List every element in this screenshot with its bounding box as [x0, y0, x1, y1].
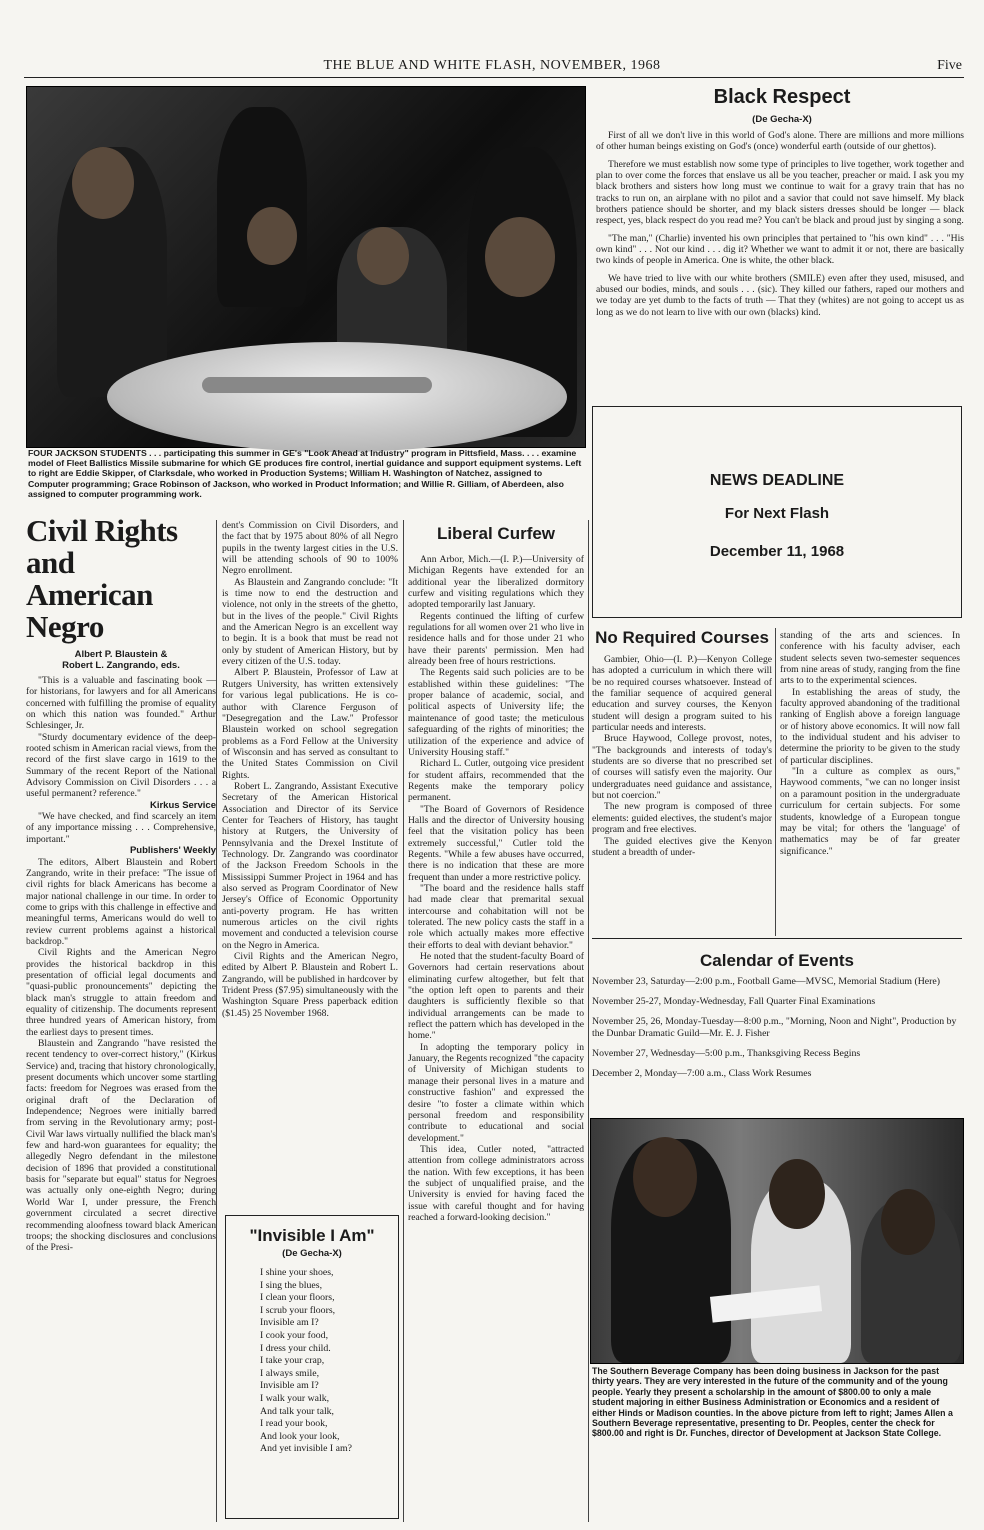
civil-rights-title-line1: Civil Rights and — [26, 513, 178, 580]
photo-caption: FOUR JACKSON STUDENTS . . . participating this summer in GE's "Look Ahead at Industry" program in Pittsfield, Mass. . . . examine model of Fleet Ballistics Missile submarine for which GE produces fire control, inertial guidance and support equipment systems. Left to right are Eddie Skipper, of Clarksdale, who worked in Production Systems; William H. Washington of Natchez, assigned to Computer programming; Grace Robinson of Jackson, who worked in Product Information; and Willie R. Gilliam, of Aberdeen, also assigned to computer programming work. — [28, 448, 582, 499]
deadline-date: December 11, 1968 — [709, 543, 845, 560]
photo-figure — [217, 107, 307, 307]
deadline-heading: NEWS DEADLINE — [709, 472, 845, 489]
paragraph: This idea, Cutler noted, "attracted attention from college administrators across the nation. With few exceptions, it has been the subject of unqualified praise, and the University is envied for having faced the issue with careful thought and for having reached a forward-looking decision." — [408, 1143, 584, 1223]
poem-line: I read your book, — [260, 1418, 328, 1430]
no-required-courses-title: No Required Courses — [595, 628, 769, 647]
calendar-title: Calendar of Events — [700, 951, 854, 970]
paragraph: Civil Rights and the American Negro provides the historical backdrop in this presentation of official legal documents and "quasi-public pronouncements" depicting the black man's struggle to attain freedom and equality of citizenship. The documents represent three hundred years of American history, from the earliest days to present times. — [26, 947, 216, 1038]
paragraph: As Blaustein and Zangrando conclude: "It is time now to end the destruction and violence, not only in the streets of the ghetto, but in the lives of the people." Civil Rights and the American Negro is an excellent way to begin. It is a book that must be read not only by student of American History, but by every citizen of the U.S. today. — [222, 576, 398, 668]
liberal-curfew-title: Liberal Curfew — [436, 524, 556, 543]
paragraph: Gambier, Ohio—(I. P.)—Kenyon College has adopted a curriculum in which there will be no required courses whatsoever. Instead of the familiar sequence of acquired general education and survey courses, the Kenyon student will design a program suited to his particular needs and interests. — [592, 654, 772, 734]
paragraph: Albert P. Blaustein, Professor of Law at Rutgers University, has written extensively for various legal publications. He is co-author with Clarence Ferguson of "Desegregation and the Law." Professor Blaustein worked on school segregation problems as a Ford Fellow at the University of Wisconsin and has served as consultant to the United States Commission on Civil Rights. — [222, 667, 398, 781]
poem-line: I dress your child. — [260, 1342, 331, 1354]
civil-rights-editors-line1: Albert P. Blaustein & — [74, 649, 168, 660]
paragraph: Robert L. Zangrando, Assistant Executive Secretary of the American Historical Association and Director of its Service Center for Teachers of History, has taught history at Rutgers, the University of Pennsylvania and the Drexel Institute of Technology. Dr. Zangrando was coordinator of the Jackson Freedom Schools in the Mississippi Summer Project in 1964 and has also served as Program Coordinator of New Jersey's Office of Economic Opportunity anti-poverty program. He has written numerous articles on the civil rights movement and conducted a television course on the Negro in America. — [222, 780, 398, 951]
paragraph: Bruce Haywood, College provost, notes, "The backgrounds and interests of today's students are so diverse that no prescribed set of courses will satisfy even the majority. Our undergraduates need guidance and assistance, but not coercion." — [592, 733, 772, 802]
liberal-curfew-article — [408, 520, 584, 1223]
paragraph: In adopting the temporary policy in January, the Regents recognized "the capacity of University of Michigan students to manage their personal lives in a mature and constructive fashion" and expressed the desire "to foster a climate within which personal freedom and responsibility contribute to educational and social development." — [408, 1041, 584, 1144]
poem-line: And look your look, — [260, 1430, 340, 1442]
poem-line: Invisible am I? — [260, 1317, 319, 1329]
paragraph: Civil Rights and the American Negro, edited by Albert P. Blaustein and Robert L. Zangrando, will be published in hardcover by Trident Press ($7.95) simultaneously with the Washington Square Press paperback edition ($1.45) 25 November 1968. — [222, 951, 398, 1019]
paragraph: "The Board of Governors of Residence Halls and the director of University housing feel that the visitation policy has been extremely successful," Cutler told the Regents. "While a few abuses have occurred, there is no indication that these are more frequent than under a more restrictive policy. — [408, 803, 584, 883]
photo-face — [633, 1137, 697, 1217]
calendar-events — [592, 976, 960, 1080]
poem-line: I take your crap, — [260, 1355, 325, 1367]
paragraph: Richard L. Cutler, outgoing vice president for student affairs, recommended that the Regents make the temporary policy permanent. — [408, 758, 584, 804]
paragraph: First of all we don't live in this world of God's alone. There are millions and more millions of other human beings existing on God's (once) wonderful earth (outside of our ghettos). — [596, 130, 964, 153]
poem-line: I clean your floors, — [260, 1292, 335, 1304]
civil-rights-article — [26, 515, 216, 1254]
paragraph: "The man," (Charlie) invented his own principles that pertained to "his own kind" . . . "His own kind" . . . Not our kind . . . dig it? Whether we want to admit it or not, there are basically two kinds of people in America. One is white, the other black. — [596, 232, 964, 267]
paragraph: Therefore we must establish now some type of principles to live together, work together and plan to over come the forces that enslave us all be you teacher, preacher or maid. I ask you my black brothers and sisters how long must we continue to wait for a gravy train that has no tracks to run on, an airplane with no pilot and a savior that could not save himself. My black brothers patience should be shorter, and my black sisters dresses should be longer — black respect, yes, black respect do you read me? You can't be black and proud just by singing a song. — [596, 158, 964, 227]
paragraph: In establishing the areas of study, the faculty approved abandoning of the traditional ranking of English above a foreign language or of history above economics. It will now fall to the individual student and his adviser to determine the priority to be given to the study of particular disciplines. — [780, 686, 960, 766]
column-rule — [216, 520, 217, 1522]
photo-face — [357, 227, 409, 285]
masthead-rule — [24, 77, 964, 78]
poem-line: Invisible am I? — [260, 1380, 319, 1392]
paragraph: The guided electives give the Kenyon student a breadth of under- — [592, 835, 772, 858]
page-number: Five — [937, 58, 962, 73]
news-deadline-box — [592, 406, 962, 618]
poem-box — [225, 1215, 399, 1519]
civil-rights-editors-line2: Robert L. Zangrando, eds. — [62, 660, 180, 671]
poem-title: "Invisible I Am" — [249, 1226, 375, 1245]
photo-face — [769, 1159, 825, 1229]
calendar-event: November 25, 26, Monday-Tuesday—8:00 p.m., "Morning, Noon and Night", Production by the Dunbar Dramatic Guild—Mr. E. J. Fisher — [592, 1016, 957, 1039]
paragraph: The new program is composed of three elements: guided electives, the student's major program and free electives. — [592, 801, 772, 836]
deadline-subheading: For Next Flash — [724, 505, 830, 522]
paragraph: dent's Commission on Civil Disorders, and the fact that by 1975 about 80% of all Negro pupils in the twenty largest cities in the U.S. will be attending schools of 90 to 100% Negro enrollment. — [222, 520, 398, 577]
column-rule — [588, 520, 589, 1522]
calendar-event: November 23, Saturday—2:00 p.m., Football Game—MVSC, Memorial Stadium (Here) — [592, 976, 941, 987]
submarine-model-icon — [202, 377, 432, 393]
civil-rights-continued — [222, 520, 398, 1019]
poem-line: And yet invisible I am? — [260, 1443, 352, 1455]
calendar-event: November 27, Wednesday—5:00 p.m., Thanksgiving Recess Begins — [592, 1048, 861, 1059]
black-respect-title: Black Respect — [713, 86, 851, 108]
credit: Publishers' Weekly — [129, 845, 216, 857]
calendar-event: December 2, Monday—7:00 a.m., Class Work Resumes — [592, 1068, 812, 1079]
photo-face — [72, 147, 134, 219]
paragraph: "The board and the residence halls staff had made clear that premarital sexual intercourse and cohabitation will not be tolerated. The new policy casts the staff in a role which actually makes more effective their efforts to deal with deviant behavior." — [408, 882, 584, 951]
calendar-event: November 25-27, Monday-Wednesday, Fall Quarter Final Examinations — [592, 996, 876, 1007]
no-required-courses-col2 — [780, 630, 960, 857]
column-rule — [775, 628, 776, 936]
paragraph: The editors, Albert Blaustein and Robert Zangrando, write in their preface: "The issue of civil rights for black Americans has become a major national challenge in our time. In order to come to grips with this challenge in effective and meaningful terms, Americans would do well to review current problems against a historical backdrop." — [26, 856, 216, 947]
poem-lines — [260, 1267, 398, 1456]
civil-rights-title-line2: American Negro — [26, 577, 153, 644]
poem-line: I always smile, — [260, 1367, 320, 1379]
paragraph: Ann Arbor, Mich.—(I. P.)—University of Michigan Regents have extended for an additional year the liberalized dormitory curfew and visiting regulations which they adopted temporarily last January. — [408, 554, 584, 611]
paragraph: He noted that the student-faculty Board of Governors had certain reservations about eliminating curfew altogether, but felt that "the option left open to parents and their daughters is sufficiently flexible so that individual arrangements can be made to reflect the pattern which has developed in the home." — [408, 951, 584, 1042]
paragraph: Regents continued the lifting of curfew regulations for all women over 21 who live in residence halls and for those under 21 who have their parents' permission. Men had already been free of hours restrictions. — [408, 610, 584, 668]
black-respect-article — [596, 130, 964, 318]
poem-line: I walk your walk, — [260, 1392, 330, 1404]
photo-table — [107, 342, 567, 452]
no-required-courses-col1 — [592, 654, 772, 858]
credit: Kirkus Service — [149, 799, 216, 811]
paragraph: Blaustein and Zangrando "have resisted the recent tendency to over-correct history," (Kirkus Service) and, tracing that history chronologically, present documents which uncover some startling facts: freedom for Negroes was erased from the original draft of the Declaration of Independence; Negroes were initially barred from serving in the Revolutionary army; post-Civil War laws virtually nullified the black man's few and hard-won guarantees for equality; the allegedly Negro defendant in the milestone decision of 1896 that provided a constitutional basis for "separate but equal" status for Negroes was actually only one-eighth Negro; during World War I, under pressure, the French government circulated a secret directive recommending aloofness toward black American troops; the shocking disclosures and conclusions of the Presi- — [26, 1038, 216, 1254]
section-rule — [592, 938, 962, 939]
poem-byline: (De Gecha-X) — [282, 1248, 342, 1259]
poem-line: And talk your talk, — [260, 1405, 335, 1417]
paragraph: "In a culture as complex as ours," Haywood comments, "we can no longer insist on a paramount position in the undergraduate curriculum for certain subjects. For some students, knowledge of a European tongue may be vital; for others the 'language' of mathematics may be of far greater significance." — [780, 766, 960, 857]
paragraph: standing of the arts and sciences. In conference with his faculty adviser, each student selects seven two-semester sequences from nine areas of study, ranging from the fine arts to to the experimental sciences. — [780, 630, 960, 687]
photo-scholarship-presentation — [590, 1118, 964, 1364]
photo-face — [485, 217, 555, 297]
poem-line: I cook your food, — [260, 1329, 329, 1341]
column-rule — [403, 520, 404, 1522]
poem-line: I scrub your floors, — [260, 1304, 336, 1316]
paragraph: The Regents said such policies are to be established within these guidelines: "The proper balance of academic, social, and political aspects of University life; the maintenance of good taste; the meticulous safeguarding of the rights of minorities; the utilization of the experience and advice of University Housing staff." — [408, 667, 584, 758]
photo-students-submarine-model — [26, 86, 586, 448]
paragraph: We have tried to live with our white brothers (SMILE) even after they used, misused, and abused our bodies, minds, and souls . . . (sic). They killed our fathers, raped our mothers and we today are yet dumb to the facts of truth — That they (whites) are not going to accept us as long as we do not learn to live with our own (blacks) kind. — [596, 272, 964, 318]
paragraph: "We have checked, and find scarcely an item of any importance missing . . . Comprehensive, important." — [26, 811, 216, 845]
photo-caption: The Southern Beverage Company has been doing business in Jackson for the past thirty years. They are very interested in the future of the community and of the young people. Yearly they present a scholarship in the amount of $800.00 to only a male student majoring in either Business Administration or Economics and a resident of either Hinds or Madison counties. In the above picture from left to right; James Allen a Southern Beverage representative, presenting to Dr. Peoples, center the check for $800.00 and right is Dr. Funches, director of Development at Jackson State College. — [592, 1366, 953, 1439]
paragraph: "Sturdy documentary evidence of the deep-rooted schism in American racial views, from the record of the first slave cargo in 1619 to the Summary of the recent Report of the National Advisory Commission on Civil Disorders . . . a useful permanent? reference." — [26, 731, 216, 800]
photo-face — [247, 207, 297, 265]
paragraph: "This is a valuable and fascinating book — for historians, for lawyers and for all Americans concerned with fulfilling the promise of equality on which this nation was founded." Arthur Schlesinger, Jr. — [26, 675, 216, 732]
photo-face — [881, 1189, 935, 1255]
poem-line: I sing the blues, — [260, 1279, 323, 1291]
masthead-title: THE BLUE AND WHITE FLASH, NOVEMBER, 1968 — [323, 58, 661, 73]
black-respect-byline: (De Gecha-X) — [752, 114, 812, 125]
poem-line: I shine your shoes, — [260, 1267, 334, 1278]
